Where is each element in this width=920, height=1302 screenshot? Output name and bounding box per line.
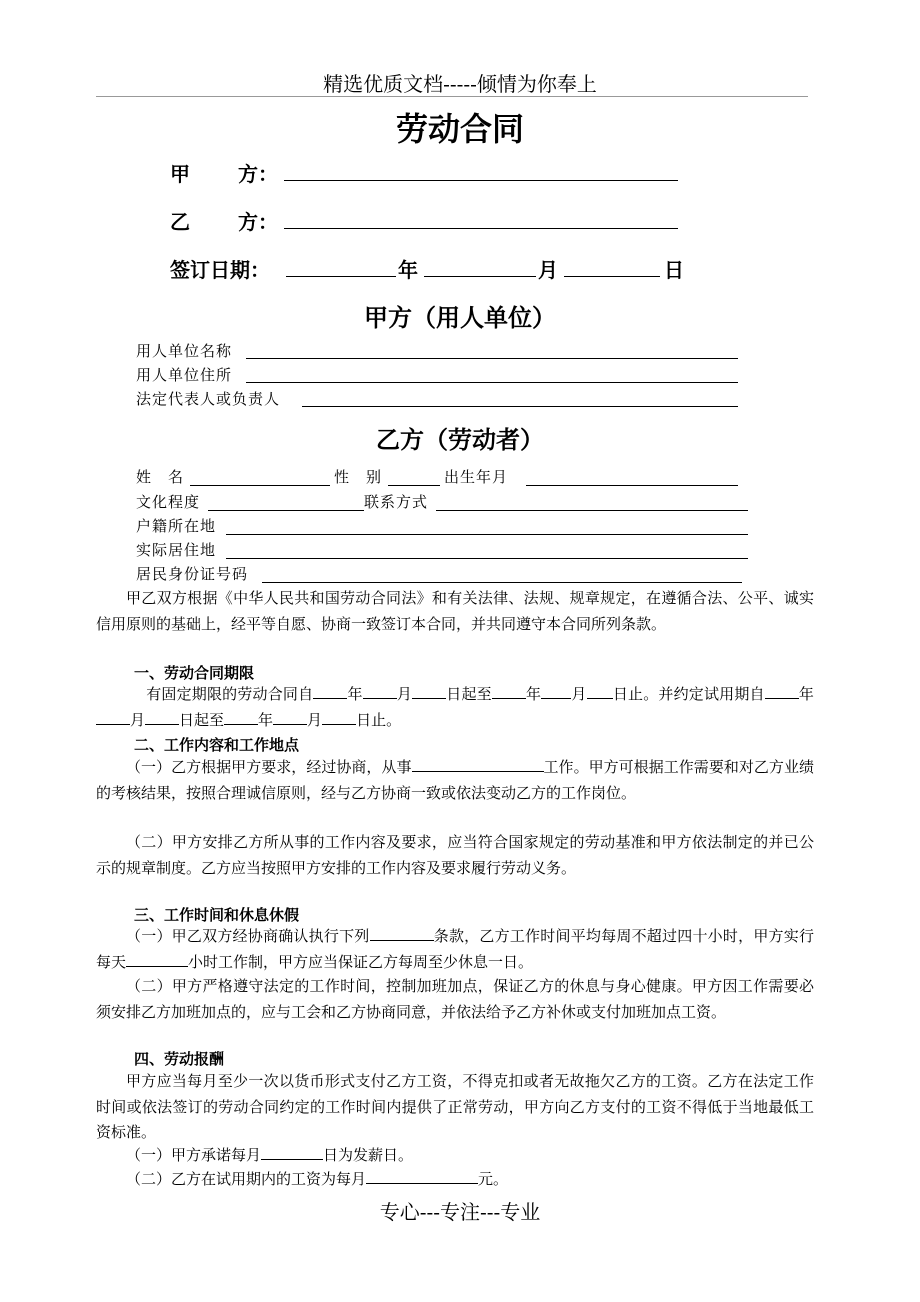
s1-day-from-blank[interactable] (412, 683, 446, 699)
education-line[interactable] (208, 510, 364, 511)
employer-name-label: 用人单位名称 (136, 342, 233, 360)
party-a-heading: 甲方（用人单位） (364, 304, 556, 332)
employer-address-line[interactable] (246, 382, 738, 383)
s1-year-label-4: 年 (258, 710, 274, 729)
s1-year-from-blank[interactable] (313, 683, 347, 699)
contact-label: 联系方式 (364, 493, 429, 511)
s1-day-from-label-2: 日起至 (179, 710, 225, 729)
s2-job-blank[interactable] (412, 756, 544, 772)
section-4-para-3 (96, 1167, 814, 1193)
birth-line[interactable] (526, 485, 738, 486)
sign-date-row (170, 254, 270, 283)
party-b-suffix: 方： (238, 210, 278, 234)
s1-probation-month-blank[interactable] (96, 709, 130, 725)
s1-day-end-label-2: 日止。 (356, 710, 402, 729)
s1-day-to-blank[interactable] (587, 683, 613, 699)
section-2-para-1 (96, 755, 814, 806)
s1-month-label: 月 (396, 685, 413, 703)
name-line[interactable] (190, 485, 330, 486)
s3-p1-start: （一）甲乙双方经协商确认执行下列 (126, 927, 370, 945)
legal-rep-line[interactable] (302, 406, 738, 407)
s1-year-label-3: 年 (798, 685, 814, 703)
gender-label: 性 别 (334, 468, 383, 486)
header-divider (96, 96, 808, 97)
party-b-heading: 乙方（劳动者） (376, 426, 544, 454)
s1-text-start: 有固定期限的劳动合同自 (146, 685, 314, 703)
party-a-cover-line[interactable] (284, 180, 678, 181)
legal-rep-label: 法定代表人或负责人 (136, 390, 281, 408)
s4-payday-blank[interactable] (261, 1144, 323, 1160)
s4-p3-start: （二）乙方在试用期内的工资为每月 (126, 1170, 367, 1188)
s3-p1-mid: 条款，乙方工作时间平均每周不超过四十小时，甲方实行每天 (96, 927, 814, 971)
residence-line[interactable] (226, 558, 748, 559)
page-footer: 专心---专注---专业 (379, 1200, 541, 1224)
s1-month-label-2: 月 (571, 685, 587, 703)
hukou-label: 户籍所在地 (136, 517, 217, 535)
document-title: 劳动合同 (395, 110, 524, 148)
s3-hours-blank[interactable] (126, 951, 188, 967)
section-4-title: 四、劳动报酬 (134, 1050, 225, 1068)
s1-year-to-blank[interactable] (492, 683, 526, 699)
s3-p1-end: 小时工作制，甲方应当保证乙方每周至少休息一日。 (188, 952, 534, 971)
s1-probation-month-to-blank[interactable] (273, 709, 307, 725)
section-3-para-2: （二）甲方严格遵守法定的工作时间，控制加班加点，保证乙方的休息与身心健康。甲方因工作需要必须安排乙方加班加点的，应与工会和乙方协商同意，并依法给予乙方补休或支付加班加点工资。 (96, 977, 814, 1021)
s1-probation-year-to-blank[interactable] (224, 709, 258, 725)
s1-year-label-2: 年 (525, 685, 542, 703)
intro-paragraph: 甲乙双方根据《中华人民共和国劳动合同法》和有关法律、法规、规章规定，在遵循合法、公平、诚实信用原则的基础上，经平等自愿、协商一致签订本合同，并共同遵守本合同所列条款。 (96, 589, 814, 633)
s2-p1-end: 工作。甲方可根据工作需要和对乙方业绩的考核结果，按照合理诚信原则，经与乙方协商一致或依法变动乙方的工作岗位。 (96, 758, 814, 802)
s2-p1-start: （一）乙方根据甲方要求，经过协商，从事 (126, 758, 412, 776)
education-label: 文化程度 (136, 493, 201, 511)
section-4-para-2 (96, 1143, 814, 1169)
hukou-line[interactable] (226, 534, 748, 535)
party-b-cover-line[interactable] (284, 228, 678, 229)
s1-month-to-blank[interactable] (541, 683, 571, 699)
s1-month-from-blank[interactable] (363, 683, 397, 699)
section-1-title: 一、劳动合同期限 (134, 664, 255, 682)
id-number-line[interactable] (262, 582, 742, 583)
contact-line[interactable] (436, 510, 748, 511)
section-2-title: 二、工作内容和工作地点 (134, 736, 300, 754)
id-number-label: 居民身份证号码 (136, 565, 249, 583)
s1-probation-year-blank[interactable] (765, 683, 799, 699)
birth-label: 出生年月 (444, 468, 509, 486)
sign-date-label: 签订日期： (170, 258, 270, 282)
party-b-cover-label (170, 206, 278, 235)
s4-p2-start: （一）甲方承诺每月 (126, 1146, 262, 1164)
s1-month-label-4: 月 (307, 710, 323, 729)
section-3-para-1 (96, 924, 814, 975)
section-1-paragraph (96, 682, 814, 733)
s4-salary-blank[interactable] (366, 1168, 478, 1184)
sign-year-label: 年 (398, 258, 418, 282)
section-4-para-1: 甲方应当每月至少一次以货币形式支付乙方工资，不得克扣或者无故拖欠乙方的工资。乙方在法定工作时间或依法签订的劳动合同约定的工作时间内提供了正常劳动，甲方向乙方支付的工资不得低于当地最低工资标准。 (96, 1072, 814, 1141)
sign-day-line[interactable] (564, 276, 660, 277)
s1-month-label-3: 月 (130, 710, 146, 729)
page-header: 精选优质文档-----倾情为你奉上 (323, 72, 597, 96)
sign-month-label: 月 (538, 258, 558, 282)
sign-day-label: 日 (664, 258, 684, 282)
employer-name-line[interactable] (246, 358, 738, 359)
s1-year-label: 年 (347, 685, 363, 703)
gender-line[interactable] (388, 485, 440, 486)
s1-probation-day-to-blank[interactable] (322, 709, 356, 725)
party-b-char: 乙 (170, 210, 190, 234)
s3-clause-blank[interactable] (370, 925, 434, 941)
s1-day-from-label: 日起至 (446, 685, 492, 703)
sign-year-line[interactable] (286, 276, 396, 277)
name-label: 姓 名 (136, 468, 185, 486)
sign-month-line[interactable] (424, 276, 536, 277)
s1-probation-day-blank[interactable] (145, 709, 179, 725)
s4-p3-end: 元。 (478, 1170, 509, 1188)
party-a-cover-label (170, 158, 278, 187)
s1-day-end-label: 日止。并约定试用期自 (612, 685, 765, 703)
s4-p2-end: 日为发薪日。 (323, 1146, 414, 1164)
section-2-para-2: （二）甲方安排乙方所从事的工作内容及要求，应当符合国家规定的劳动基准和甲方依法制定的并已公示的规章制度。乙方应当按照甲方安排的工作内容及要求履行劳动义务。 (96, 833, 814, 877)
employer-address-label: 用人单位住所 (136, 366, 233, 384)
section-3-title: 三、工作时间和休息休假 (134, 906, 300, 924)
residence-label: 实际居住地 (136, 541, 217, 559)
party-a-char: 甲 (170, 162, 190, 186)
party-a-suffix: 方： (238, 162, 278, 186)
